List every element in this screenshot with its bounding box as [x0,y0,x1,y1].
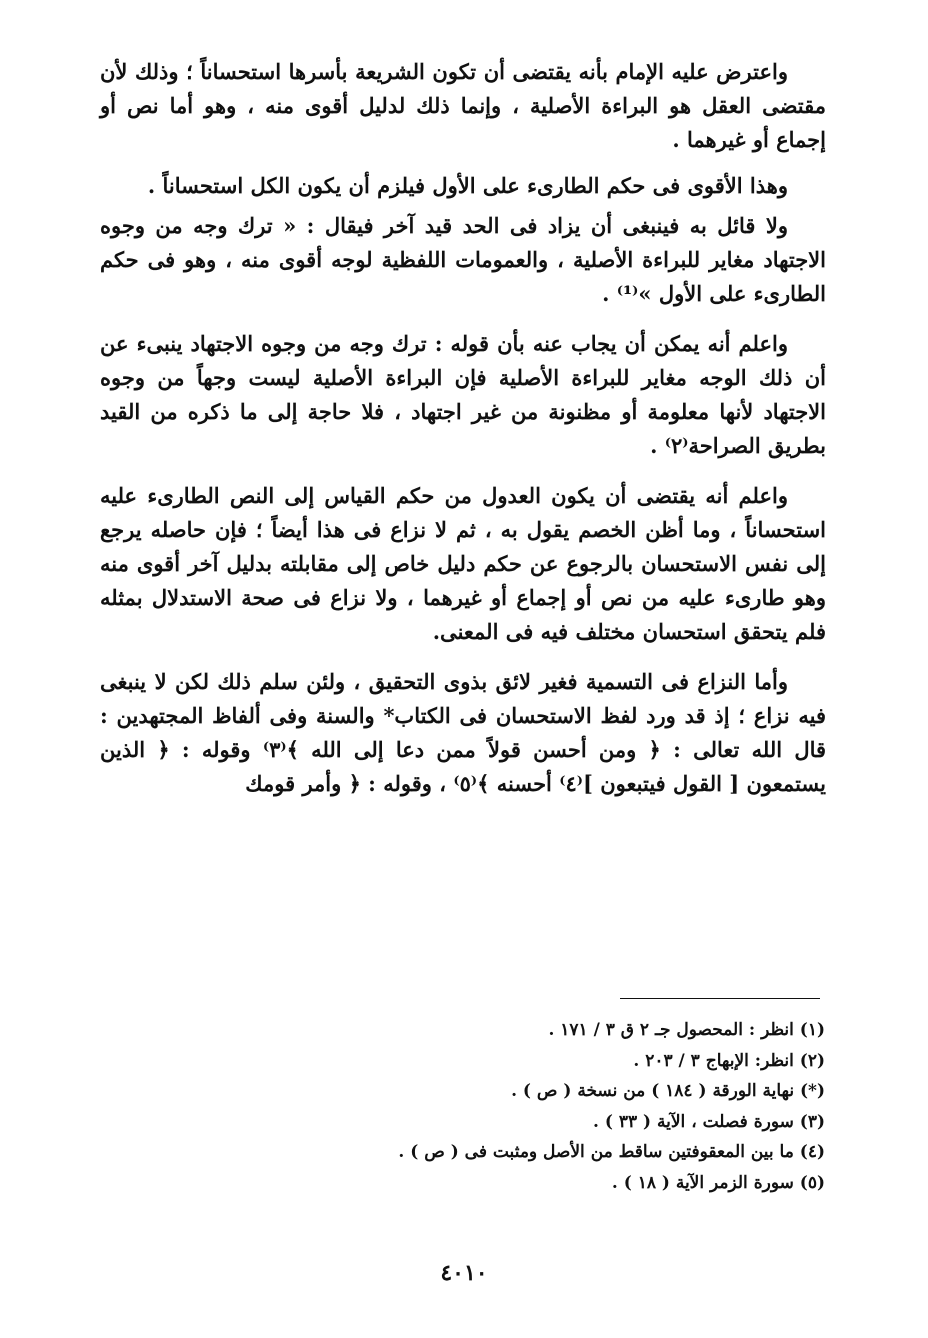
footnote-5: (٥) سورة الزمر الآية ( ١٨ ) . [611,1172,825,1193]
footnote-star: (*) نهاية الورقة ( ١٨٤ ) من نسخة ( ص ) . [511,1081,825,1101]
footnotes [140,1015,825,1198]
footnote-1: (١) انظر : المحصول جـ ٢ ق ٣ / ١٧١ . [548,1020,825,1040]
footnote-separator [620,998,820,999]
paragraph-3: ولا قائل به فينبغى أن يزاد فى الحد قيد آخر فيقال : « ترك وجه من وجوه الاجتهاد مغاير للبراءة الأصلية ، والعمومات اللفظية لوجه أقوى منه ، وهو فى حكم الطارىء على الأول »⁽¹⁾ . [100,213,826,306]
main-text [100,55,826,801]
paragraph-4: واعلم أنه يمكن أن يجاب عنه بأن قوله : ترك وجه من وجوه الاجتهاد ينبىء عن أن ذلك الوجه مغاير للبراءة الأصلية فإن البراءة الأصلية ليست وجهاً من وجوه الاجتهاد لأنها معلومة أو مظنونة من غير اجتهاد ، فلا حاجة إلى ما ذكره من القيد بطريق الصراحة⁽٢⁾ . [100,331,826,458]
footnote-2: (٢) انظر: الإبهاج ٣ / ٢٠٣ . [633,1050,825,1071]
paragraph-2: وهذا الأقوى فى حكم الطارىء على الأول فيلزم أن يكون الكل استحساناً . [147,173,788,198]
page-number: ٤٠١٠ [440,1260,488,1286]
footnote-4: (٤) ما بين المعقوفتين ساقط من الأصل ومثبت فى ( ص ) . [398,1142,825,1162]
footnote-3: (٣) سورة فصلت ، الآية ( ٣٣ ) . [593,1111,825,1132]
paragraph-5: واعلم أنه يقتضى أن يكون العدول من حكم القياس إلى النص الطارىء عليه استحساناً ، وما أظن الخصم يقول به ، ثم لا نزاع فى هذا أيضاً ؛ فإن حاصله يرجع إلى نفس الاستحسان بالرجوع عن حكم دليل خاص إلى مقابلته بدليل آخر أقوى منه وهو طارىء عليه من نص أو إجماع أو غيرهما ، ولا نزاع فى صحة الاستدلال بمثله فلم يتحقق استحسان مختلف فيه فى المعنى. [100,483,826,644]
paragraph-6: وأما النزاع فى التسمية فغير لائق بذوى التحقيق ، ولئن سلم ذلك لكن لا ينبغى فيه نزاع ؛ إذ قد ورد لفظ الاستحسان فى الكتاب* والسنة وفى ألفاظ المجتهدين : قال الله تعالى : ﴿ ومن أحسن قولاً ممن دعا إلى الله ﴾⁽٣⁾ وقوله : ﴿ الذين يستمعون [ القول فيتبعون ]⁽٤⁾ أحسنه ﴾⁽٥⁾ ، وقوله : ﴿ وأمر قومك [100,669,827,796]
paragraph-1: واعترض عليه الإمام بأنه يقتضى أن تكون الشريعة بأسرها استحساناً ؛ وذلك لأن مقتضى العقل هو البراءة الأصلية ، وإنما ذلك لدليل أقوى منه ، وهو أما نص أو إجماع أو غيرهما . [100,59,826,152]
